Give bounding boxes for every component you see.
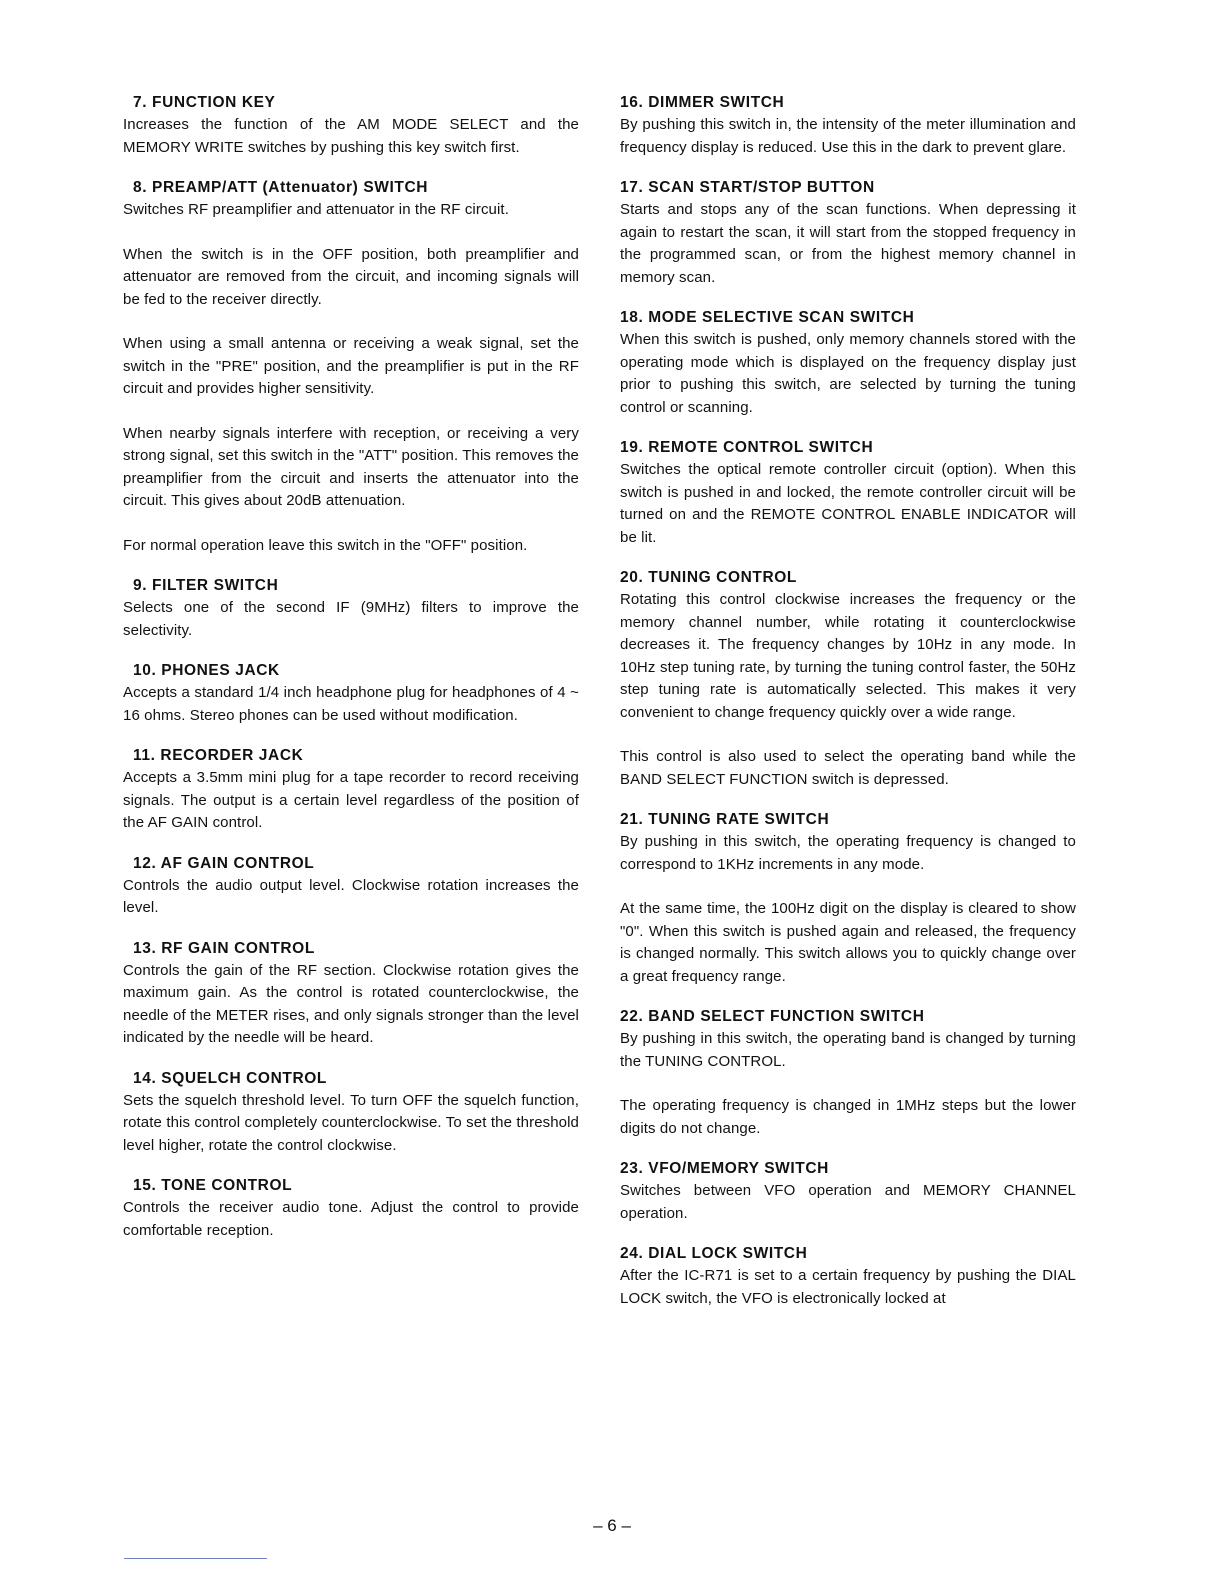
section-title: 18. MODE SELECTIVE SCAN SWITCH: [620, 309, 915, 326]
paragraph: At the same time, the 100Hz digit on the display is cleared to show "0". When this switch is pushed again and released, the frequency is changed normally. This switch allows you to quickly change over a great frequency range.: [620, 900, 1076, 985]
paragraph: By pushing this switch in, the intensity of the meter illumination and frequency display is reduced. Use this in the dark to prevent glare.: [620, 116, 1076, 156]
section-recorder-jack: [123, 745, 579, 835]
paragraph: By pushing in this switch, the operating band is changed by turning the TUNING CONTROL.: [620, 1030, 1076, 1070]
section-filter-switch: [123, 575, 579, 642]
section-title: 14. SQUELCH CONTROL: [133, 1069, 327, 1087]
section-function-key: [123, 92, 579, 159]
paragraph: Increases the function of the AM MODE SELECT and the MEMORY WRITE switches by pushing this key switch first.: [123, 116, 579, 156]
section-band-select-function-switch: [620, 1006, 1076, 1140]
paragraph: Selects one of the second IF (9MHz) filters to improve the selectivity.: [123, 599, 579, 639]
paragraph: The operating frequency is changed in 1MHz steps but the lower digits do not change.: [620, 1097, 1076, 1137]
section-title: 10. PHONES JACK: [133, 662, 280, 679]
paragraph: When using a small antenna or receiving a weak signal, set the switch in the "PRE" position, and the preamplifier is put in the RF circuit and provides higher sensitivity.: [123, 335, 579, 397]
paragraph: When nearby signals interfere with reception, or receiving a very strong signal, set this switch in the "ATT" position. This removes the preamplifier from the circuit and inserts the attenuator into the circuit. This gives about 20dB attenuation.: [123, 424, 579, 509]
section-scan-start-stop-button: [620, 177, 1076, 289]
section-title: 21. TUNING RATE SWITCH: [620, 811, 830, 828]
section-af-gain-control: [123, 853, 579, 920]
section-title: 23. VFO/MEMORY SWITCH: [620, 1160, 829, 1177]
section-rf-gain-control: [123, 938, 579, 1050]
paragraph: Accepts a standard 1/4 inch headphone plug for headphones of 4 ~ 16 ohms. Stereo phones can be used without modification.: [123, 684, 579, 724]
paragraph: Controls the gain of the RF section. Clockwise rotation gives the maximum gain. As the control is rotated counterclockwise, the needle of the METER rises, and only signals stronger than the level indicated by the needle will be heard.: [123, 961, 579, 1046]
paragraph: Switches between VFO operation and MEMORY CHANNEL operation.: [620, 1182, 1076, 1222]
section-title: 12. AF GAIN CONTROL: [133, 854, 315, 872]
paragraph: For normal operation leave this switch in the "OFF" position.: [123, 536, 528, 554]
section-title: 22. BAND SELECT FUNCTION SWITCH: [620, 1008, 925, 1025]
paragraph: By pushing in this switch, the operating frequency is changed to correspond to 1KHz increments in any mode.: [620, 833, 1076, 873]
paragraph: Switches the optical remote controller circuit (option). When this switch is pushed in and locked, the remote controller circuit will be turned on and the REMOTE CONTROL ENABLE INDICATOR will be lit.: [620, 461, 1076, 546]
paragraph: Switches RF preamplifier and attenuator in the RF circuit.: [123, 201, 509, 218]
section-preamp-att-switch: [123, 177, 579, 557]
section-remote-control-switch: [620, 437, 1076, 549]
paragraph: Controls the receiver audio tone. Adjust the control to provide comfortable reception.: [123, 1199, 579, 1239]
paragraph: Starts and stops any of the scan functions. When depressing it again to restart the scan, it will start from the stopped frequency in the programmed scan, or from the highest memory channel in memory scan.: [620, 201, 1076, 286]
section-title: 16. DIMMER SWITCH: [620, 94, 785, 111]
section-title: 7. FUNCTION KEY: [133, 94, 276, 111]
paragraph: Rotating this control clockwise increases the frequency or the memory channel number, while rotating it counterclockwise decreases it. The frequency changes by 10Hz in any mode. In 10Hz step tuning rate, by turning the tuning control faster, the 50Hz step tuning rate is automatically selected. This makes it very convenient to change frequency quickly over a wide range.: [620, 591, 1076, 721]
section-title: 17. SCAN START/STOP BUTTON: [620, 179, 875, 196]
section-dimmer-switch: [620, 92, 1076, 159]
section-mode-selective-scan-switch: [620, 307, 1076, 419]
section-tuning-control: [620, 567, 1076, 791]
section-title: 15. TONE CONTROL: [133, 1177, 293, 1194]
page-number: – 6 –: [593, 1516, 631, 1535]
section-title: 9. FILTER SWITCH: [133, 577, 279, 594]
section-dial-lock-switch: [620, 1243, 1076, 1310]
paragraph: When the switch is in the OFF position, both preamplifier and attenuator are removed from the circuit, and incoming signals will be fed to the receiver directly.: [123, 245, 579, 308]
section-title: 13. RF GAIN CONTROL: [133, 939, 315, 957]
section-vfo-memory-switch: [620, 1158, 1076, 1225]
paragraph: After the IC-R71 is set to a certain frequency by pushing the DIAL LOCK switch, the VFO is electronically locked at: [620, 1267, 1076, 1307]
bottom-rule: [124, 1558, 267, 1559]
section-tuning-rate-switch: [620, 809, 1076, 988]
left-column: [123, 92, 579, 1260]
section-phones-jack: [123, 660, 579, 727]
section-title: 24. DIAL LOCK SWITCH: [620, 1245, 808, 1262]
paragraph: Controls the audio output level. Clockwise rotation increases the level.: [123, 876, 579, 916]
paragraph: When this switch is pushed, only memory channels stored with the operating mode which is displayed on the frequency display just prior to pushing this switch, are selected by turning the tuning control or scanning.: [620, 331, 1076, 416]
paragraph: Sets the squelch threshold level. To turn OFF the squelch function, rotate this control completely counterclockwise. To set the threshold level higher, rotate the control clockwise.: [123, 1091, 579, 1154]
section-title: 11. RECORDER JACK: [133, 747, 304, 764]
paragraph: This control is also used to select the operating band while the BAND SELECT FUNCTION switch is depressed.: [620, 748, 1076, 788]
section-squelch-control: [123, 1068, 579, 1158]
section-title: 19. REMOTE CONTROL SWITCH: [620, 439, 874, 456]
paragraph: Accepts a 3.5mm mini plug for a tape recorder to record receiving signals. The output is a certain level regardless of the position of the AF GAIN control.: [123, 769, 579, 831]
section-tone-control: [123, 1175, 579, 1242]
section-title: 20. TUNING CONTROL: [620, 569, 798, 586]
section-title: 8. PREAMP/ATT (Attenuator) SWITCH: [133, 179, 429, 196]
right-column: [620, 92, 1076, 1328]
